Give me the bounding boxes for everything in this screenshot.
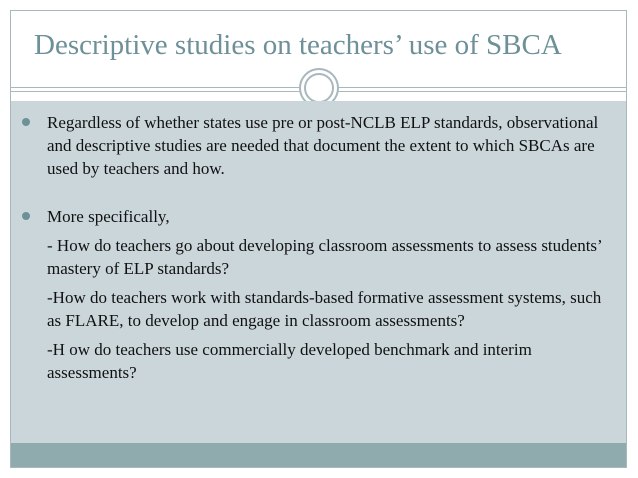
footer-bar [11,443,626,467]
sub-question: - How do teachers go about developing classroom assessments to assess students’ mastery of ELP standards? [47,236,602,278]
bullet-icon [22,212,30,220]
slide-body [22,111,612,384]
bullet-item [22,205,612,228]
bullet-item [22,111,612,180]
slide-title: Descriptive studies on teachers’ use of SBCA [34,29,562,61]
bullet-text: More specifically, [47,207,170,226]
bullet-text: Regardless of whether states use pre or post-NCLB ELP standards, observational and descriptive studies are needed that document the extent to which SBCAs are used by teachers and how. [47,113,599,178]
sub-question: -H ow do teachers use commercially developed benchmark and interim assessments? [47,340,532,382]
bullet-icon [22,118,30,126]
sub-question: -How do teachers work with standards-based formative assessment systems, such as FLARE, to develop and engage in classroom assessments? [47,288,602,330]
